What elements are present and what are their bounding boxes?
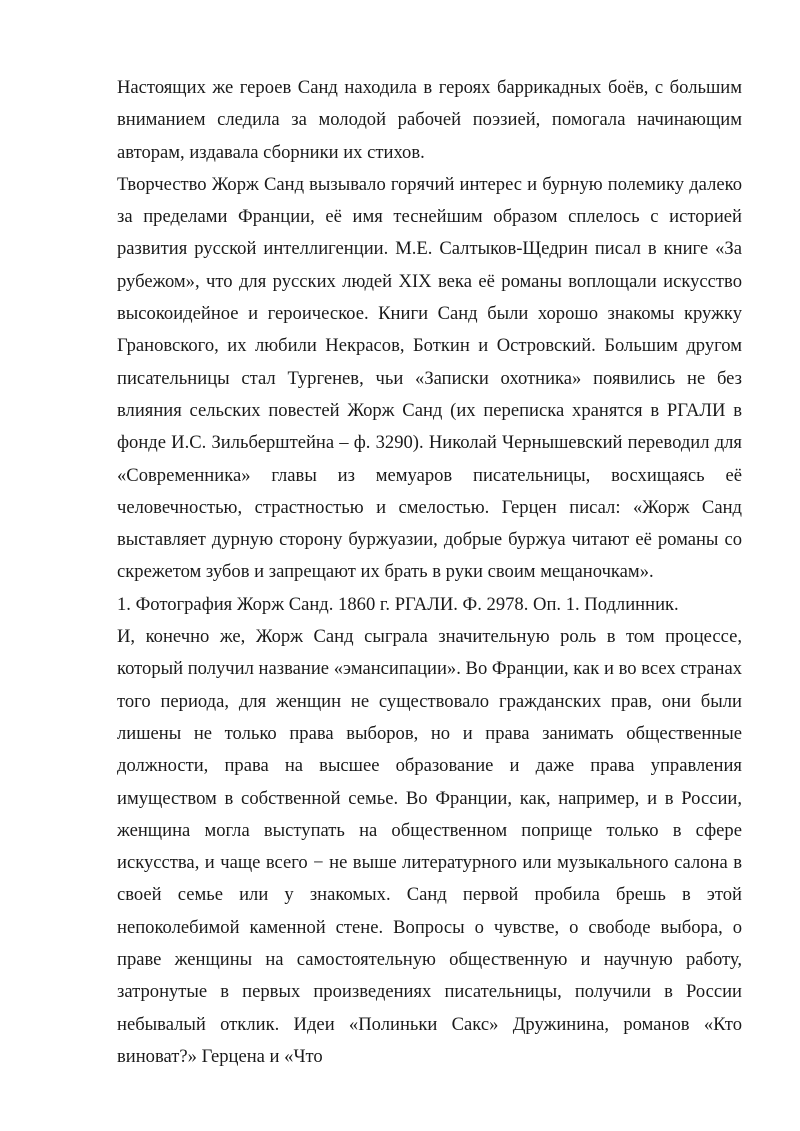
paragraph-heroes: Настоящих же героев Санд находила в героях баррикадных боёв, с большим вниманием следила за молодой рабочей поэзией, помогала начинающим авторам, издавала сборники их стихов. — [117, 77, 742, 163]
paragraph-russian-reception: Творчество Жорж Санд вызывало горячий интерес и бурную полемику далеко за пределами Франции, её имя теснейшим образом сплелось с историей развития русской интеллигенции. М.Е. Салтыков-Щедрин писал в книге «За рубежом», что для русских людей XIX века её романы воплощали искусство высокоидейное и героическое. Книги Санд были хорошо знакомы кружку Грановского, их любили Некрасов, Боткин и Островский. Большим другом писательницы стал Тургенев, чьи «Записки охотника» появились не без влияния сельских повестей Жорж Санд (их переписка хранятся в РГАЛИ в фонде И.С. Зильберштейна – ф. 3290). Николай Чернышевский переводил для «Современника» главы из мемуаров писательницы, восхищаясь её человечностью, страстностью и смелостью. Герцен писал: «Жорж Санд выставляет дурную сторону буржуазии, добрые буржуа читают её романы со скрежетом зубов и запрещают их брать в руки своим мещаночкам». — [117, 173, 742, 583]
body-text — [117, 72, 742, 1073]
photo-caption: 1. Фотография Жорж Санд. 1860 г. РГАЛИ. Ф. 2978. Оп. 1. Подлинник. — [117, 593, 679, 615]
paragraph-emancipation: И, конечно же, Жорж Санд сыграла значительную роль в том процессе, который получил название «эмансипации». Во Франции, как и во всех странах того периода, для женщин не существовало гражданских прав, они были лишены не только права выборов, но и права занимать общественные должности, права на высшее образование и даже права управления имуществом в собственной семье. Во Франции, как, например, и в России, женщина могла выступать на общественном поприще только в сфере искусства, и чаще всего − не выше литературного или музыкального салона в своей семье или у знакомых. Санд первой пробила брешь в этой непоколебимой каменной стене. Вопросы о чувстве, о свободе выбора, о праве женщины на самостоятельную общественную и научную работу, затронутые в первых произведениях писательницы, получили в России небывалый отклик. Идеи «Полиньки Сакс» Дружинина, романов «Кто виноват?» Герцена и «Что — [117, 626, 742, 1067]
